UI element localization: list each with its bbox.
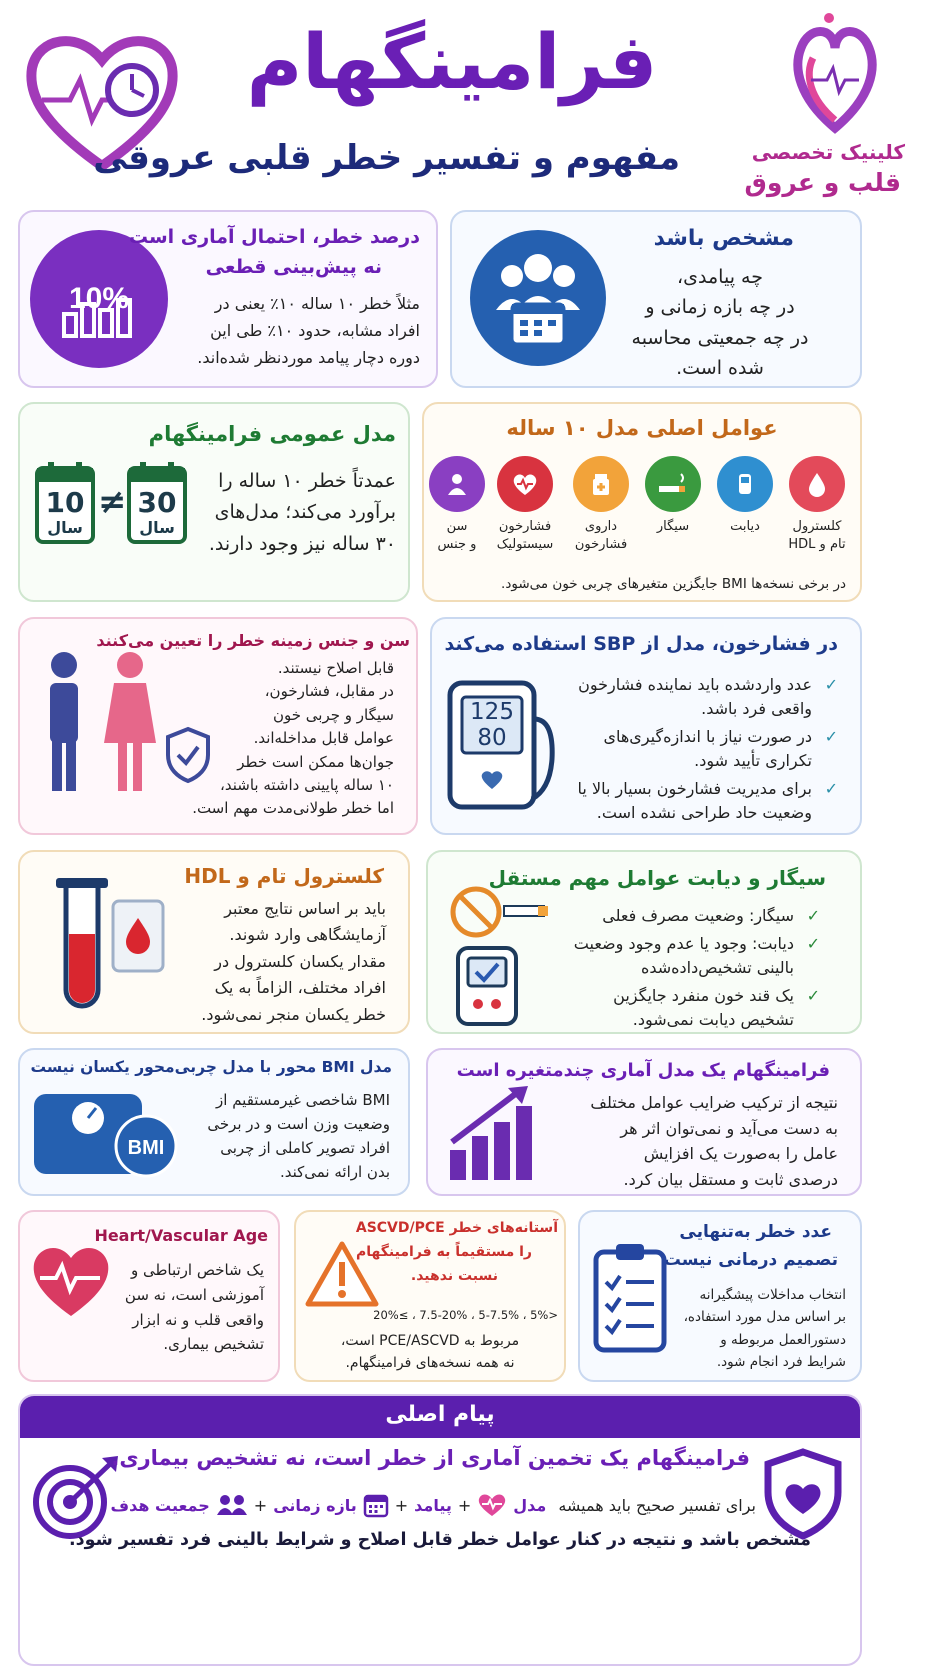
- shield-heart-icon: [760, 1448, 846, 1540]
- card-notalone: [578, 1210, 862, 1382]
- list-item: ✓ در صورت نیاز با اندازه‌گیری‌های تکراری تأیید شود.: [568, 725, 838, 773]
- card-heartage-title: Heart/Vascular Age: [94, 1226, 268, 1245]
- main-message-headline: فرامینگهام یک تخمین آماری از خطر است، نه تشخیص بیماری.: [111, 1446, 750, 1470]
- factor-label: داروی: [584, 519, 618, 534]
- calendar-10-unit: سال: [47, 518, 83, 537]
- header: [0, 0, 941, 210]
- text-line: در چه بازه زمانی و: [645, 296, 795, 319]
- card-sbp-title: در فشارخون، مدل از SBP استفاده می‌کند: [444, 633, 838, 655]
- text-line: ۱۰ ساله پایینی داشته باشند،: [220, 775, 394, 794]
- text-line: عمدتاً خطر ۱۰ ساله را: [218, 470, 396, 492]
- factor-label: سیگار: [656, 519, 690, 534]
- formula-model: مدل: [513, 1495, 547, 1515]
- text-line: قابل اصلاح نیستند.: [277, 659, 394, 677]
- calendar-10-number: 10: [45, 486, 85, 519]
- card-sbp: [430, 617, 862, 835]
- page-subtitle: مفهوم و تفسیر خطر قلبی عروقی: [93, 138, 680, 178]
- text-line: یک شاخص ارتباطی و: [130, 1261, 264, 1279]
- card-smoke: [426, 850, 862, 1034]
- person-icon: [429, 456, 485, 512]
- formula-prefix: برای تفسیر صحیح باید همیشه: [558, 1495, 756, 1515]
- card-age-title: سن و جنس زمینه خطر را تعیین می‌کنند: [96, 631, 410, 650]
- text-line: تشخیص بیماری.: [163, 1335, 264, 1354]
- heart-logo-icon: [789, 8, 881, 138]
- factor-cholesterol: [786, 456, 848, 553]
- factor-systolic-bp: [490, 456, 560, 553]
- card-ascvd-title3: نسبت ندهید.: [410, 1268, 498, 1284]
- text-line: مثلاً خطر ۱۰ ساله ۱۰٪ یعنی در: [214, 294, 420, 313]
- formula-population: جمعیت هدف: [110, 1495, 210, 1515]
- factor-label: کلسترول: [792, 519, 842, 534]
- card-percent-title1: درصد خطر، احتمال آماری است: [128, 226, 420, 248]
- ascvd-thresholds: <5% ، 5-7.5% ، 7.5-20% ، ≥20%: [373, 1308, 558, 1322]
- page-title: فرامینگهام: [246, 17, 658, 106]
- card-general: [18, 402, 410, 602]
- list-item: ✓ عدد واردشده باید نماینده فشارخون واقعی فرد باشد.: [568, 673, 838, 721]
- cigarette-icon: [645, 456, 701, 512]
- plus-sign: +: [394, 1495, 409, 1515]
- card-smoke-title: سیگار و دیابت عوامل مهم مستقل: [488, 866, 826, 890]
- text-line: باید بر اساس نتایج معتبر: [224, 899, 386, 918]
- text-line: وضعیت وزن است و در برخی: [207, 1115, 390, 1133]
- percent-icon-text: 10%: [68, 282, 130, 315]
- people-icon: [216, 1493, 248, 1517]
- calendar-10-icon: [34, 460, 96, 546]
- card-specify-text: [610, 262, 830, 384]
- card-specify: [450, 210, 862, 388]
- card-bmi-title: مدل BMI محور با مدل چربی‌محور یکسان نیست: [30, 1058, 392, 1076]
- formula-row: [111, 1492, 756, 1518]
- factor-label: تام و HDL: [788, 536, 846, 552]
- card-multi-title: فرامینگهام یک مدل آماری چندمتغیره است: [456, 1060, 830, 1081]
- text-line: چه پیامدی،: [677, 266, 763, 288]
- text-line: شده است.: [676, 357, 764, 380]
- calendar-30-icon: [126, 460, 188, 546]
- factor-diabetes: [714, 456, 776, 536]
- list-item: ✓ برای مدیریت فشارخون بسیار بالا یا وضعیت حاد طراحی نشده است.: [568, 777, 838, 825]
- card-multi: [426, 1048, 862, 1196]
- text-line: به دست می‌آید و نمی‌توان اثر هر: [620, 1118, 838, 1138]
- card-factors-title: عوامل اصلی مدل ۱۰ ساله: [506, 416, 778, 440]
- calendar-30-unit: سال: [139, 518, 175, 537]
- factor-label: فشارخون: [574, 536, 628, 552]
- card-percent-text: [170, 290, 420, 372]
- plus-sign: +: [253, 1495, 268, 1515]
- card-factors: [422, 402, 862, 602]
- text-line: دستورالعمل مربوطه و: [720, 1331, 846, 1348]
- text-line: افراد تصویر کاملی از چربی: [220, 1139, 390, 1157]
- card-general-title: مدل عمومی فرامینگهام: [148, 422, 396, 446]
- card-heartage-text: [104, 1258, 264, 1357]
- glucometer-check-icon: [454, 944, 520, 1028]
- factor-age-sex: [426, 456, 488, 553]
- text-line: اما خطر طولانی‌مدت مهم است.: [192, 799, 394, 818]
- calendar-icon: [363, 1492, 389, 1518]
- test-tube-icon: [52, 874, 112, 1014]
- not-equal-sign: ≠: [98, 482, 127, 522]
- text-line: بدن ارائه نمی‌کند.: [279, 1163, 390, 1181]
- text-line: عوامل قابل مداخله‌اند.: [253, 729, 394, 748]
- calendar-30-number: 30: [137, 486, 177, 519]
- card-ascvd-text: [306, 1330, 554, 1375]
- heart-bp-icon: [497, 456, 553, 512]
- card-multi-text: [548, 1090, 838, 1192]
- card-smoke-list: [572, 904, 820, 1034]
- card-chol-text: [176, 896, 386, 1028]
- man-woman-icon: [34, 649, 164, 799]
- bmi-icon-text: BMI: [127, 1137, 165, 1159]
- warning-triangle-icon: [304, 1240, 380, 1308]
- formula-outcome: پیامد: [414, 1495, 452, 1515]
- percent-chart-icon: [30, 230, 168, 368]
- people-calendar-icon: [470, 230, 606, 366]
- card-notalone-title2: تصمیم درمانی نیست: [663, 1250, 838, 1270]
- no-smoking-icon: [446, 882, 556, 942]
- list-item: ✓ سیگار: وضعیت مصرف فعلی: [572, 904, 820, 928]
- factor-bp-medication: [570, 456, 632, 553]
- card-notalone-text: [666, 1284, 846, 1373]
- list-item: ✓ یک قند خون منفرد جایگزین تشخیص دیابت نمی‌شود.: [572, 984, 820, 1032]
- glucometer-icon: [717, 456, 773, 512]
- factor-label: و جنس: [437, 536, 477, 552]
- text-line: نتیجه از ترکیب ضرایب عوامل مختلف: [590, 1093, 838, 1112]
- text-line: انتخاب مداخلات پیشگیرانه: [699, 1287, 846, 1303]
- blood-drop-card-icon: [110, 898, 166, 974]
- target-arrow-icon: [30, 1454, 122, 1542]
- bp-diastolic-value: 80: [477, 725, 507, 751]
- text-line: آموزشی است، نه سن: [124, 1285, 264, 1304]
- plus-sign: +: [457, 1495, 472, 1515]
- formula-time: بازه زمانی: [273, 1495, 357, 1515]
- bp-systolic-value: 125: [470, 699, 514, 725]
- card-chol: [18, 850, 410, 1034]
- card-ascvd-title2: را مستقیماً به فرامینگهام: [356, 1244, 532, 1260]
- text-line: واقعی قلب و نه ابزار: [132, 1310, 264, 1329]
- factor-label: سیستولیک: [496, 536, 554, 552]
- scale-icon: [30, 1088, 180, 1184]
- text-line: افراد مشابه، حدود ۱۰٪ طی این: [210, 321, 420, 341]
- text-line: در چه جمعیتی محاسبه: [631, 326, 809, 349]
- main-message-card: [18, 1394, 862, 1666]
- card-age-text: [184, 657, 394, 821]
- growth-chart-icon: [446, 1084, 534, 1184]
- text-line: عامل را به‌صورت یک افزایش: [643, 1144, 838, 1164]
- text-line: ۳۰ ساله نیز وجود دارند.: [208, 532, 396, 555]
- card-general-text: [186, 466, 396, 560]
- text-line: جوان‌ها ممکن است خطر: [237, 752, 394, 771]
- factor-label: فشارخون: [498, 519, 552, 534]
- text-line: نه همه نسخه‌های فرامینگهام.: [345, 1355, 515, 1372]
- heart-pulse-icon: [30, 1240, 112, 1320]
- text-line: BMI شاخصی غیرمستقیم از: [216, 1091, 390, 1109]
- pill-bottle-icon: [573, 456, 629, 512]
- text-line: خطر یکسان منجر نمی‌شود.: [201, 1004, 386, 1024]
- text-line: برآورد می‌کند؛ مدل‌های: [214, 501, 396, 524]
- main-message-banner-label: پیام اصلی: [385, 1402, 495, 1427]
- card-age: [18, 617, 418, 835]
- card-percent: [18, 210, 438, 388]
- text-line: درصدی ثابت و مستقل بیان کرد.: [623, 1169, 838, 1189]
- main-message-banner: [20, 1396, 860, 1438]
- bp-monitor-icon: [446, 679, 556, 819]
- text-line: شرایط فرد انجام شود.: [716, 1353, 846, 1370]
- text-line: مربوط به PCE/ASCVD است،: [340, 1333, 520, 1349]
- clinic-logo: [744, 8, 913, 198]
- card-ascvd: [294, 1210, 566, 1382]
- clinic-line2: قلب و عروق: [744, 168, 901, 197]
- text-line: بر اساس مدل مورد استفاده،: [683, 1309, 846, 1326]
- text-line: آزمایشگاهی وارد شوند.: [229, 925, 386, 945]
- text-line: دوره دچار پیامد موردنظر شده‌اند.: [197, 348, 420, 368]
- card-specify-title: مشخص باشد: [653, 226, 794, 251]
- factor-label: دیابت: [730, 519, 760, 534]
- clipboard-checklist-icon: [592, 1242, 668, 1354]
- card-factors-footnote: در برخی نسخه‌ها BMI جایگزین متغیرهای چربی خون می‌شود.: [501, 576, 846, 592]
- list-item: ✓ دیابت: وجود یا عدم وجود وضعیت بالینی تشخیص‌داده‌شده: [572, 932, 820, 980]
- text-line: سیگار و چربی خون: [272, 705, 394, 724]
- text-line: مقدار یکسان کلسترول در: [214, 951, 386, 971]
- factor-label: سن: [446, 519, 468, 534]
- text-line: افراد مختلف، الزاماً به یک: [214, 978, 386, 998]
- clinic-line1: کلینیک تخصصی: [751, 140, 905, 164]
- main-message-last-line: مشخص باشد و نتیجه در کنار عوامل خطر قابل اصلاح و شرایط بالینی فرد تفسیر شود.: [68, 1530, 812, 1550]
- card-bmi: [18, 1048, 410, 1196]
- card-bmi-text: [190, 1088, 390, 1184]
- heart-icon: [477, 1492, 507, 1518]
- factor-smoking: [642, 456, 704, 536]
- blood-drop-icon: [789, 456, 845, 512]
- text-line: در مقابل، فشارخون،: [264, 682, 394, 701]
- card-chol-title: کلسترول تام و HDL: [184, 864, 384, 888]
- card-sbp-list: [568, 673, 838, 829]
- card-heartage: [18, 1210, 280, 1382]
- card-ascvd-title1: آستانه‌های خطر ASCVD/PCE: [355, 1220, 558, 1236]
- card-percent-title2: نه پیش‌بینی قطعی: [205, 256, 382, 278]
- card-notalone-title1: عدد خطر به‌تنهایی: [679, 1222, 832, 1242]
